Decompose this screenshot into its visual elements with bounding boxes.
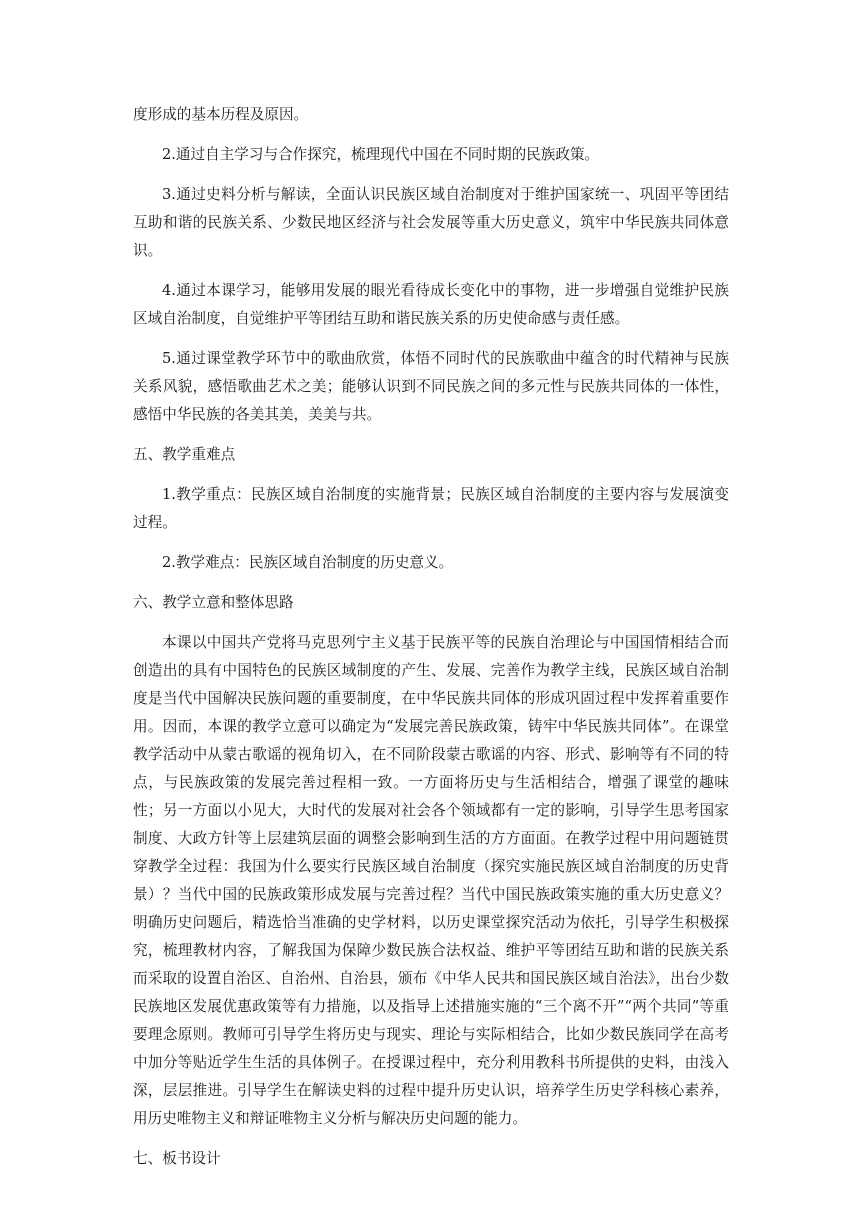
teaching-idea-body: 本课以中国共产党将马克思列宁主义基于民族平等的民族自治理论与中国国情相结合而创造出的具有中国特色的民族区域制度的产生、发展、完善作为教学主线，民族区域自治制度是当代中国解决民族问题的重要制度，在中华民族共同体的形成巩固过程中发挥着重要作用。因而，本课的教学立意可以确定为“发展完善民族政策，铸牢中华民族共同体”。在课堂教学活动中从蒙古歌谣的视角切入，在不同阶段蒙古歌谣的内容、形式、影响等有不同的特点，与民族政策的发展完善过程相一致。一方面将历史与生活相结合，增强了课堂的趣味性；另一方面以小见大，大时代的发展对社会各个领域都有一定的影响，引导学生思考国家制度、大政方针等上层建筑层面的调整会影响到生活的方方面面。在教学过程中用问题链贯穿教学全过程：我国为什么要实行民族区域自治制度（探究实施民族区域自治制度的历史背景）？当代中国的民族政策形成发展与完善过程？当代中国民族政策实施的重大历史意义？明确历史问题后，精选恰当准确的史学材料，以历史课堂探究活动为依托，引导学生积极探究，梳理教材内容，了解我国为保障少数民族合法权益、维护平等团结互助和谐的民族关系而采取的设置自治区、自治州、自治县，颁布《中华人民共和国民族区域自治法》，出台少数民族地区发展优惠政策等有力措施，以及指导上述措施实施的“三个离不开”“两个共同”等重要理念原则。教师可引导学生将历史与现实、理论与实际相结合，比如少数民族同学在高考中加分等贴近学生生活的具体例子。在授课过程中，充分利用教科书所提供的史料，由浅入深，层层推进。引导学生在解读史料的过程中提升历史认识，培养学生历史学科核心素养，用历史唯物主义和辩证唯物主义分析与解决历史问题的能力。 <box>133 634 729 1127</box>
section-heading-teaching-idea: 六、教学立意和整体思路 <box>133 594 294 611</box>
objective-4: 4.通过本课学习，能够用发展的眼光看待成长变化中的事物，进一步增强自觉维护民族区域自治制度，自觉维护平等团结互助和谐民族关系的历史使命感与责任感。 <box>133 282 729 327</box>
key-point-difficulty: 2.教学难点：民族区域自治制度的历史意义。 <box>162 554 454 571</box>
objective-1-continuation: 度形成的基本历程及原因。 <box>133 106 309 123</box>
objective-3: 3.通过史料分析与解读，全面认识民族区域自治制度对于维护国家统一、巩固平等团结互助和谐的民族关系、少数民地区经济与社会发展等重大历史意义，筑牢中华民族共同体意识。 <box>133 186 729 259</box>
section-heading-blackboard-design: 七、板书设计 <box>133 1150 221 1167</box>
key-point-focus: 1.教学重点：民族区域自治制度的实施背景；民族区域自治制度的主要内容与发展演变过程。 <box>133 486 729 531</box>
objective-2: 2.通过自主学习与合作探究，梳理现代中国在不同时期的民族政策。 <box>162 146 600 163</box>
document-body <box>133 101 729 1173</box>
section-heading-key-points: 五、教学重难点 <box>133 446 236 463</box>
objective-5: 5.通过课堂教学环节中的歌曲欣赏，体悟不同时代的民族歌曲中蕴含的时代精神与民族关系风貌，感悟歌曲艺术之美；能够认识到不同民族之间的多元性与民族共同体的一体性，感悟中华民族的各美其美，美美与共。 <box>133 350 729 423</box>
